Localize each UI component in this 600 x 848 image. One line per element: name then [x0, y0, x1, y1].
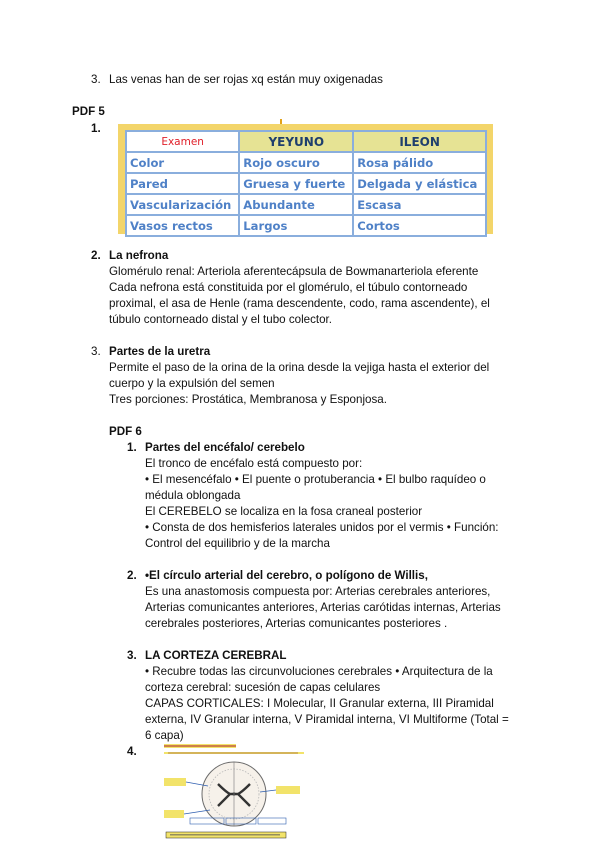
corteza-line: CAPAS CORTICALES: I Molecular, II Granular externa, III Piramidal [145, 697, 494, 710]
table-cell: Color [126, 152, 239, 173]
list-number: 3. [91, 73, 101, 86]
willis-line: Es una anastomosis compuesta por: Arterias cerebrales anteriores, [145, 585, 491, 598]
list-number: 1. [127, 441, 137, 454]
willis-line: cerebrales posteriores, Arterias comunicantes posteriores . [145, 617, 448, 630]
label-left-top [164, 778, 186, 786]
table-cell: Largos [239, 215, 353, 236]
list-number: 3. [127, 649, 137, 662]
table-row [126, 194, 486, 215]
uretra-line: cuerpo y la expulsión del semen [109, 377, 275, 390]
leader-line [184, 810, 210, 814]
list-number: 2. [127, 569, 137, 582]
nefrona-line: Glomérulo renal: Arteriola aferentecápsula de Bowmanarteriola eferente [109, 265, 479, 278]
list-number: 3. [91, 345, 101, 358]
table-cell: Cortos [353, 215, 486, 236]
header-ileon: ILEON [353, 131, 486, 152]
list-number: 2. [91, 249, 101, 262]
table-header-row [126, 131, 486, 152]
table-cell: Abundante [239, 194, 353, 215]
nefrona-title: La nefrona [109, 249, 169, 262]
label-left-bottom [164, 810, 184, 818]
spinal-cord-figure [160, 744, 310, 844]
table-cell: Escasa [353, 194, 486, 215]
corteza-title: LA CORTEZA CEREBRAL [145, 649, 287, 662]
table-cell: Rosa pálido [353, 152, 486, 173]
encefalo-line: médula oblongada [145, 489, 241, 502]
corteza-line: externa, IV Granular interna, V Piramidal interna, VI Multiforme (Total = [145, 713, 509, 726]
header-examen: Examen [126, 131, 239, 152]
pdf5-heading: PDF 5 [72, 105, 105, 118]
table-row [126, 173, 486, 194]
encefalo-line: • El mesencéfalo • El puente o protuberancia • El bulbo raquídeo o [145, 473, 486, 486]
encefalo-line: El tronco de encéfalo está compuesto por: [145, 457, 363, 470]
pdf6-heading: PDF 6 [109, 425, 142, 438]
nefrona-line: túbulo contorneado distal y el tubo colector. [109, 313, 333, 326]
list-number: 1. [91, 122, 101, 135]
yeyuno-ileon-table [125, 130, 487, 237]
encefalo-line: El CEREBELO se localiza en la fosa craneal posterior [145, 505, 423, 518]
nefrona-line: Cada nefrona está constituida por el glomérulo, el túbulo contorneado [109, 281, 468, 294]
encefalo-title: Partes del encéfalo/ cerebelo [145, 441, 305, 454]
nefrona-line: proximal, el asa de Henle (rama descendente, codo, rama ascendente), el [109, 297, 490, 310]
table-cell: Delgada y elástica [353, 173, 486, 194]
label-box [258, 818, 286, 824]
figure-caption-text [170, 834, 280, 836]
table-cell: Gruesa y fuerte [239, 173, 353, 194]
table-cell: Pared [126, 173, 239, 194]
venas-sentence: Las venas han de ser rojas xq están muy oxigenadas [109, 73, 383, 86]
corteza-line: 6 capa) [145, 729, 184, 742]
encefalo-line: • Consta de dos hemisferios laterales unidos por el vermis • Función: [145, 521, 499, 534]
encefalo-line: Control del equilibrio y de la marcha [145, 537, 330, 550]
willis-line: Arterias comunicantes anteriores, Arterias carótidas internas, Arterias [145, 601, 501, 614]
table-row [126, 152, 486, 173]
figure-title-text [164, 745, 236, 747]
table-cell: Vasos rectos [126, 215, 239, 236]
list-number: 4. [127, 745, 137, 758]
figure-subtitle-text [168, 753, 298, 754]
table-cell: Vascularización [126, 194, 239, 215]
table-cell: Rojo oscuro [239, 152, 353, 173]
corteza-line: • Recubre todas las circunvoluciones cerebrales • Arquitectura de la [145, 665, 493, 678]
comparison-table-frame [118, 124, 493, 234]
table-row [126, 215, 486, 236]
uretra-line: Tres porciones: Prostática, Membranosa y Esponjosa. [109, 393, 387, 406]
uretra-title: Partes de la uretra [109, 345, 211, 358]
header-yeyuno: YEYUNO [239, 131, 353, 152]
uretra-line: Permite el paso de la orina de la orina desde la vejiga hasta el exterior del [109, 361, 490, 374]
label-right [276, 786, 300, 794]
willis-title: •El círculo arterial del cerebro, o polígono de Willis, [145, 569, 428, 582]
corteza-line: corteza cerebral: sucesión de capas celulares [145, 681, 381, 694]
